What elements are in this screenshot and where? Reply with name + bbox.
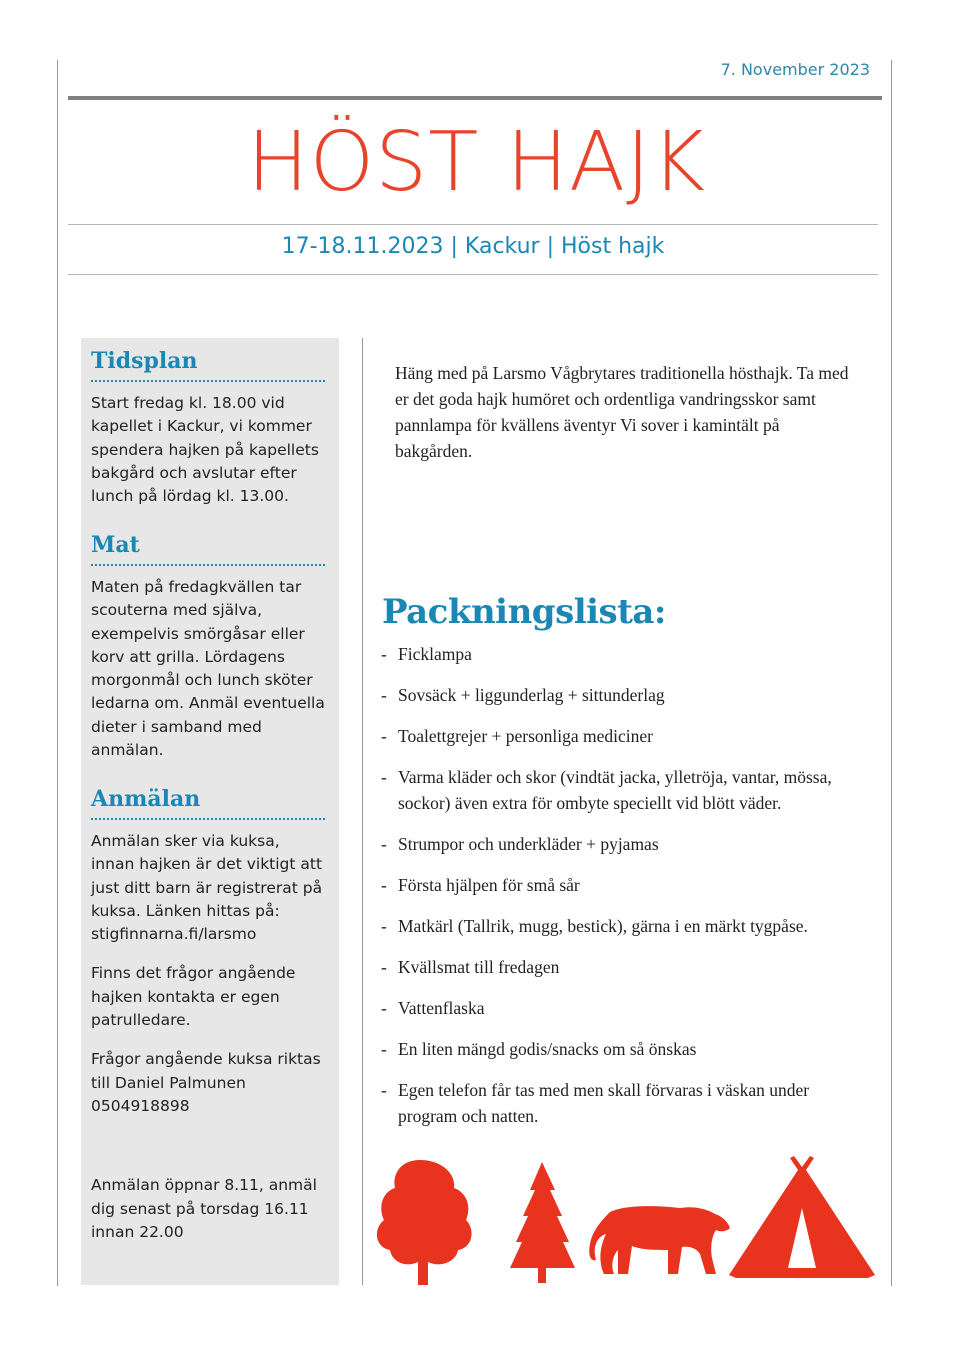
bullet-dash: - — [381, 1080, 387, 1100]
packing-item-label: Sovsäck + liggunderlag + sittunderlag — [398, 685, 665, 705]
dotted-divider — [91, 380, 325, 382]
bullet-dash: - — [381, 998, 387, 1018]
intro-text: Häng med på Larsmo Vågbrytares traditionella hösthajk. Ta med er det goda hajk humöret och ordentliga vandringsskor samt pannlampa för kvällens äventyr Vi sover i kamintält på bakgården. — [395, 363, 849, 461]
sidebar-paragraph: Anmälan sker via kuksa, innan hajken är det viktigt att just ditt barn är registrerat på kuksa. Länken hittas på: stigfinnarna.fi/larsmo — [91, 832, 323, 944]
header-rule — [68, 96, 882, 100]
packing-item — [381, 995, 856, 1021]
bullet-dash: - — [381, 767, 387, 787]
packing-item-label: Första hjälpen för små sår — [398, 875, 580, 895]
bullet-dash: - — [381, 834, 387, 854]
tree-icon — [377, 1160, 472, 1285]
bullet-dash: - — [381, 726, 387, 746]
sidebar-section-anmalan — [91, 784, 327, 1244]
sidebar-paragraph: Finns det frågor angående hajken kontakta er egen patrulledare. — [91, 964, 296, 1030]
bullet-dash: - — [381, 875, 387, 895]
sidebar-paragraph: Start fredag kl. 18.00 vid kapellet i Kackur, vi kommer spendera hajken på kapellets bakgård och avslutar efter lunch på lördag kl. 13.00. — [91, 394, 319, 506]
packing-item — [381, 872, 856, 898]
packing-list — [381, 641, 856, 1144]
tent-icon — [729, 1156, 875, 1278]
sidebar-heading: Anmälan — [91, 786, 201, 812]
packing-item — [381, 913, 856, 939]
packing-item — [381, 723, 856, 749]
packing-item-label: Egen telefon får tas med men skall förvaras i väskan under program och natten. — [398, 1080, 810, 1126]
packing-heading: Packningslista: — [382, 592, 666, 632]
tiger-icon — [589, 1206, 730, 1274]
sidebar-section-mat — [91, 530, 327, 762]
sidebar-paragraph: Maten på fredagkvällen tar scouterna med själva, exempelvis smörgåsar eller korv att grilla. Lördagens morgonmål och lunch sköter ledarna om. Anmäl eventuella dieter i samband med anmälan. — [91, 578, 325, 760]
date-label: 7. November 2023 — [720, 60, 870, 79]
page-title: HÖST HAJK — [246, 115, 707, 210]
packing-item-label: Strumpor och underkläder + pyjamas — [398, 834, 659, 854]
packing-item — [381, 1077, 856, 1129]
packing-item-label: En liten mängd godis/snacks om så önskas — [398, 1039, 697, 1059]
dotted-divider — [91, 818, 325, 820]
packing-item — [381, 1036, 856, 1062]
subtitle: 17-18.11.2023 | Kackur | Höst hajk — [281, 234, 665, 259]
packing-item — [381, 641, 856, 667]
sidebar-section-tidsplan — [91, 346, 327, 508]
bullet-dash: - — [381, 916, 387, 936]
packing-item-label: Matkärl (Tallrik, mugg, bestick), gärna i en märkt tygpåse. — [398, 916, 808, 936]
packing-item — [381, 831, 856, 857]
column-divider — [362, 338, 363, 1285]
packing-item-label: Toalettgrejer + personliga mediciner — [398, 726, 653, 746]
subtitle-rule-top — [68, 224, 878, 225]
bullet-dash: - — [381, 957, 387, 977]
packing-item-label: Varma kläder och skor (vindtät jacka, ylletröja, vantar, mössa, sockor) även extra för ombyte speciellt vid blött väder. — [398, 767, 832, 813]
dotted-divider — [91, 564, 325, 566]
bullet-dash: - — [381, 1039, 387, 1059]
packing-item-label: Kvällsmat till fredagen — [398, 957, 560, 977]
sidebar-paragraph: Anmälan öppnar 8.11, anmäl dig senast på torsdag 16.11 innan 22.00 — [91, 1176, 317, 1241]
sidebar-heading: Mat — [91, 532, 140, 558]
bullet-dash: - — [381, 685, 387, 705]
packing-item — [381, 954, 856, 980]
sidebar — [81, 338, 339, 1285]
subtitle-rule-bottom — [68, 274, 878, 275]
packing-item — [381, 682, 856, 708]
packing-item-label: Ficklampa — [398, 644, 472, 664]
sidebar-paragraph: Frågor angående kuksa riktas till Daniel Palmunen 0504918898 — [91, 1050, 321, 1115]
bullet-dash: - — [381, 644, 387, 664]
footer-icons — [370, 1150, 885, 1290]
pine-tree-icon — [510, 1162, 575, 1283]
sidebar-heading: Tidsplan — [91, 348, 198, 374]
packing-item-label: Vattenflaska — [398, 998, 485, 1018]
packing-item — [381, 764, 856, 816]
